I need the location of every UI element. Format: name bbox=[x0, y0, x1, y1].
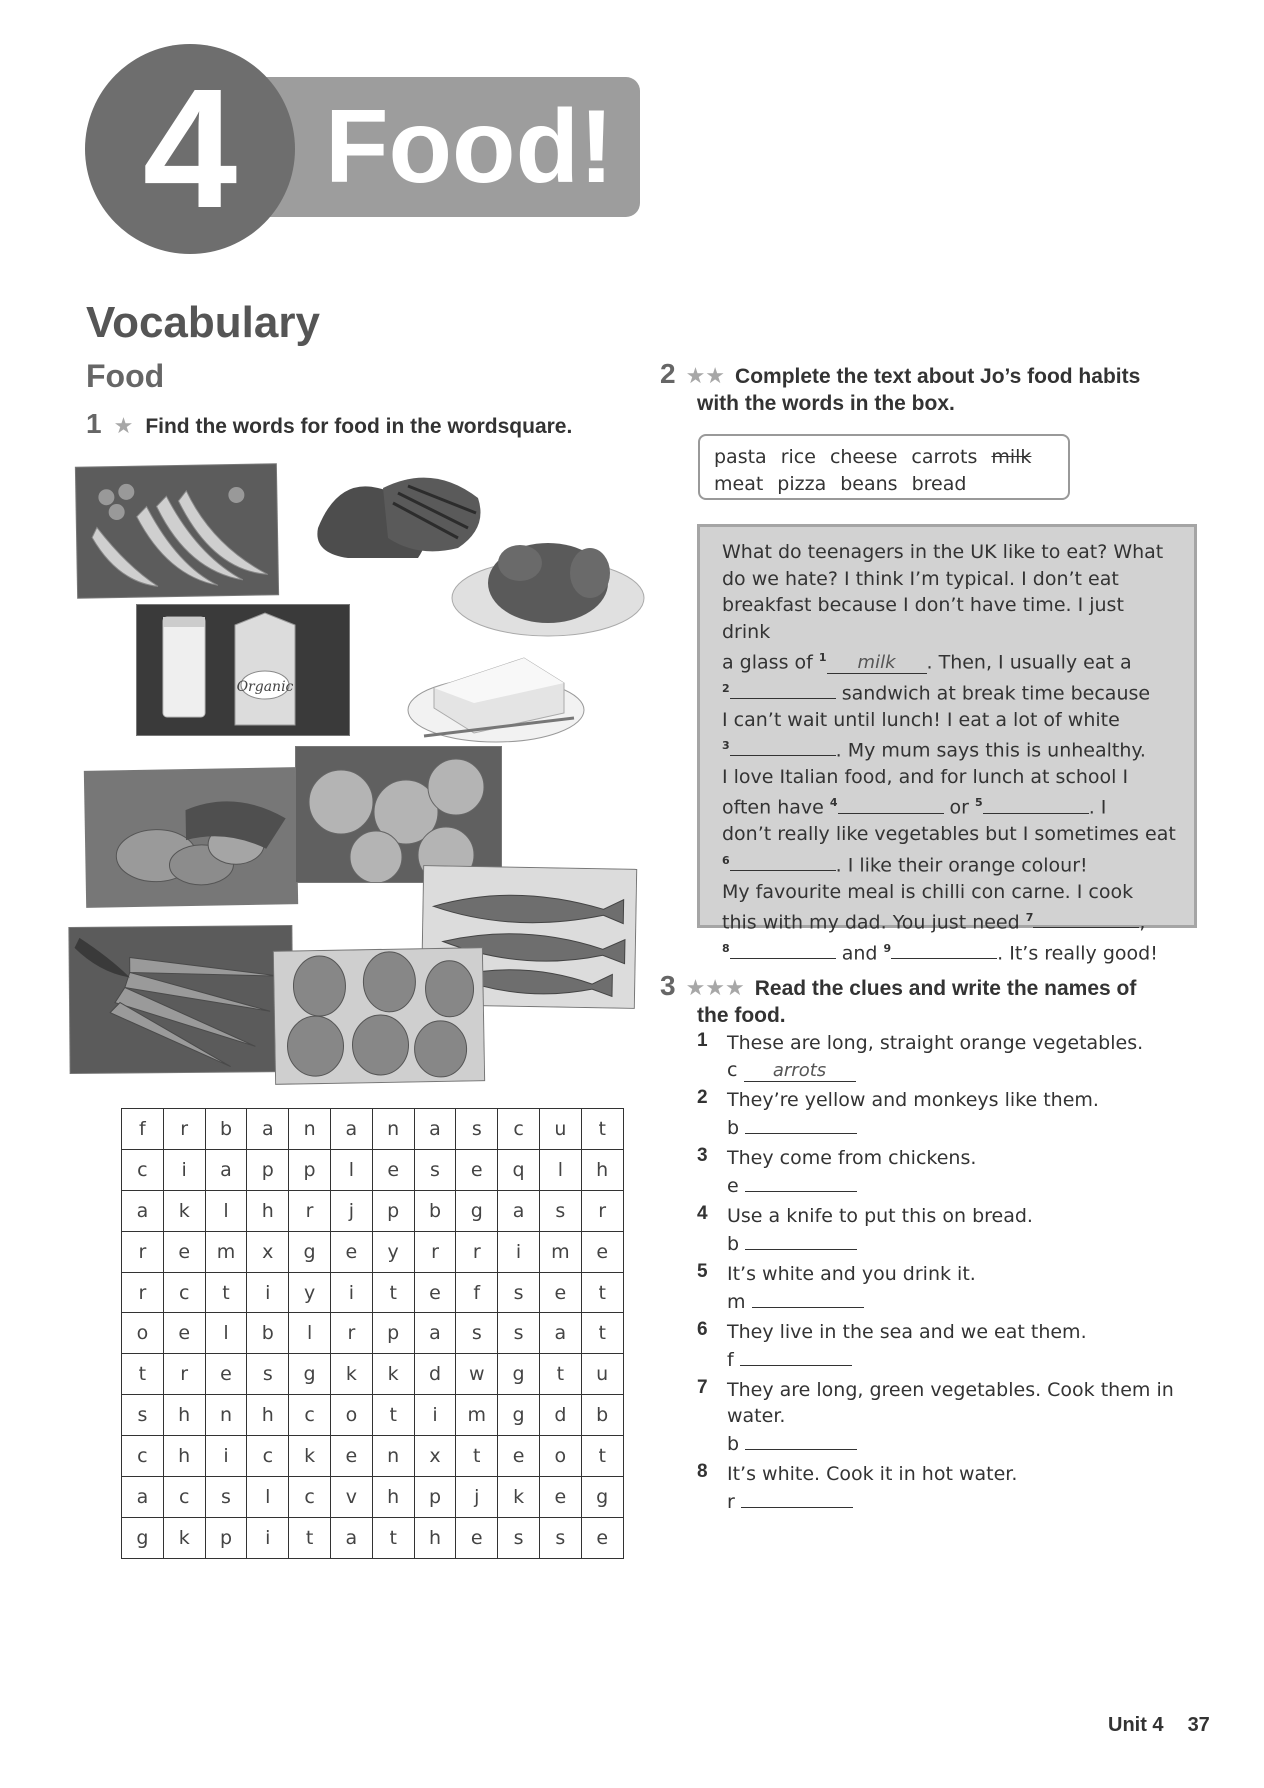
word-box-item: carrots bbox=[911, 446, 978, 468]
grid-cell[interactable]: g bbox=[581, 1477, 623, 1518]
grid-cell[interactable]: c bbox=[247, 1436, 289, 1477]
grid-cell[interactable]: t bbox=[539, 1354, 581, 1395]
grid-cell[interactable]: e bbox=[581, 1231, 623, 1272]
clue-answer-line bbox=[727, 1171, 1197, 1200]
star-icon: ★★★ bbox=[685, 976, 745, 1001]
grid-cell[interactable]: p bbox=[247, 1149, 289, 1190]
grid-cell[interactable]: s bbox=[414, 1149, 456, 1190]
clue-first-letter: b bbox=[727, 1433, 740, 1455]
grid-cell[interactable]: s bbox=[539, 1517, 581, 1558]
gap-2-blank[interactable] bbox=[730, 678, 836, 699]
clue-number: 3 bbox=[697, 1145, 708, 1166]
grid-cell[interactable]: g bbox=[498, 1395, 540, 1436]
grid-cell[interactable]: l bbox=[247, 1477, 289, 1518]
gap-number: 3 bbox=[722, 739, 730, 753]
grid-row bbox=[122, 1395, 624, 1436]
grid-cell[interactable]: v bbox=[330, 1477, 372, 1518]
word-box-item-used: milk bbox=[991, 446, 1032, 468]
grid-cell[interactable]: k bbox=[289, 1436, 331, 1477]
grid-cell[interactable]: c bbox=[122, 1436, 164, 1477]
grid-row bbox=[122, 1231, 624, 1272]
grid-cell[interactable]: n bbox=[372, 1109, 414, 1150]
text-line: don’t really like vegetables but I sometimes eat bbox=[722, 823, 1176, 846]
gap-7-blank[interactable] bbox=[1033, 907, 1139, 928]
grid-cell[interactable]: t bbox=[289, 1517, 331, 1558]
grid-cell[interactable]: e bbox=[414, 1272, 456, 1313]
text-line bbox=[722, 676, 1176, 707]
grid-cell[interactable]: d bbox=[539, 1395, 581, 1436]
grid-cell[interactable]: n bbox=[205, 1395, 247, 1436]
grid-cell[interactable]: f bbox=[456, 1272, 498, 1313]
wordsquare-grid bbox=[121, 1108, 624, 1559]
grid-cell[interactable]: r bbox=[414, 1231, 456, 1272]
grid-cell[interactable]: e bbox=[372, 1149, 414, 1190]
text-line bbox=[722, 936, 1176, 967]
grid-cell[interactable]: e bbox=[581, 1517, 623, 1558]
text-fragment: and bbox=[835, 942, 884, 965]
grid-cell[interactable]: t bbox=[372, 1395, 414, 1436]
clue-first-letter: m bbox=[727, 1291, 746, 1313]
grid-cell[interactable]: b bbox=[414, 1190, 456, 1231]
grid-cell[interactable]: c bbox=[122, 1149, 164, 1190]
grid-cell[interactable]: r bbox=[122, 1272, 164, 1313]
exercise-number: 1 bbox=[86, 408, 102, 439]
text-line: breakfast because I don’t have time. I just drink bbox=[722, 594, 1124, 643]
text-line bbox=[722, 733, 1176, 764]
clue-first-letter: f bbox=[727, 1349, 734, 1371]
gap-6-blank[interactable] bbox=[730, 850, 836, 871]
exercise-instruction: Find the words for food in the wordsquare. bbox=[145, 415, 573, 438]
text-line: My favourite meal is chilli con carne. I cook bbox=[722, 880, 1134, 903]
gap-number: 5 bbox=[975, 796, 983, 810]
grid-row bbox=[122, 1517, 624, 1558]
grid-cell[interactable]: m bbox=[205, 1231, 247, 1272]
exercise-instruction-cont: with the words in the box. bbox=[697, 392, 955, 415]
gap-fill-text bbox=[697, 524, 1197, 965]
grid-cell[interactable]: t bbox=[581, 1109, 623, 1150]
clue-number: 5 bbox=[697, 1261, 708, 1282]
grid-cell[interactable]: p bbox=[289, 1149, 331, 1190]
page-title: Food! bbox=[325, 89, 614, 205]
grid-cell[interactable]: h bbox=[414, 1517, 456, 1558]
word-box-item: beans bbox=[840, 473, 898, 495]
clue-text: They live in the sea and we eat them. bbox=[727, 1321, 1087, 1343]
grid-cell[interactable]: e bbox=[163, 1231, 205, 1272]
text-fragment: . Then, I usually eat a bbox=[926, 651, 1132, 674]
clue-answer-blank[interactable]: arrots bbox=[744, 1061, 856, 1082]
grid-row bbox=[122, 1354, 624, 1395]
grid-cell[interactable]: a bbox=[247, 1109, 289, 1150]
grid-cell[interactable]: e bbox=[330, 1436, 372, 1477]
grid-cell[interactable]: l bbox=[205, 1190, 247, 1231]
clue-answer-blank[interactable] bbox=[741, 1487, 853, 1508]
grid-cell[interactable]: o bbox=[122, 1313, 164, 1354]
grid-cell[interactable]: k bbox=[163, 1517, 205, 1558]
grid-cell[interactable]: p bbox=[372, 1313, 414, 1354]
grid-cell[interactable]: j bbox=[456, 1477, 498, 1518]
grid-cell[interactable]: r bbox=[330, 1313, 372, 1354]
clue-text: It’s white and you drink it. bbox=[727, 1263, 976, 1285]
grid-cell[interactable]: a bbox=[498, 1190, 540, 1231]
exercise-instruction: Read the clues and write the names of bbox=[754, 977, 1137, 1000]
grid-cell[interactable]: p bbox=[205, 1517, 247, 1558]
clue-answer-line bbox=[727, 1229, 1197, 1258]
grid-row bbox=[122, 1477, 624, 1518]
grid-cell[interactable]: h bbox=[581, 1149, 623, 1190]
clue-text: It’s white. Cook it in hot water. bbox=[727, 1463, 1018, 1485]
grid-cell[interactable]: i bbox=[330, 1272, 372, 1313]
grid-cell[interactable]: t bbox=[122, 1354, 164, 1395]
text-fragment: , bbox=[1139, 911, 1146, 934]
grid-cell[interactable]: i bbox=[498, 1231, 540, 1272]
page-number: 37 bbox=[1187, 1714, 1210, 1736]
clue-text: They are long, green vegetables. Cook them in water. bbox=[727, 1379, 1174, 1427]
clue-number: 2 bbox=[697, 1087, 708, 1108]
grid-cell[interactable]: t bbox=[372, 1272, 414, 1313]
grid-cell[interactable]: r bbox=[289, 1190, 331, 1231]
clue-number: 6 bbox=[697, 1319, 708, 1340]
grid-cell[interactable]: u bbox=[581, 1354, 623, 1395]
text-line bbox=[722, 848, 1176, 879]
star-icon: ★★ bbox=[685, 364, 726, 389]
grid-cell[interactable]: b bbox=[247, 1313, 289, 1354]
chicken-photo bbox=[450, 518, 646, 643]
gap-number: 6 bbox=[722, 853, 730, 867]
grid-cell[interactable]: a bbox=[205, 1149, 247, 1190]
grid-cell[interactable]: r bbox=[163, 1109, 205, 1150]
grid-cell[interactable]: a bbox=[539, 1313, 581, 1354]
text-fragment: . It’s really good! bbox=[997, 942, 1158, 965]
unit-number-badge bbox=[85, 44, 295, 254]
grid-cell[interactable]: g bbox=[456, 1190, 498, 1231]
gap-number: 8 bbox=[722, 941, 730, 955]
exercise-number: 2 bbox=[660, 358, 676, 389]
clue-answer-blank[interactable] bbox=[740, 1345, 852, 1366]
grid-cell[interactable]: b bbox=[205, 1109, 247, 1150]
clue-number: 4 bbox=[697, 1203, 708, 1224]
exercise-1-heading bbox=[86, 408, 572, 440]
grid-cell[interactable]: k bbox=[372, 1354, 414, 1395]
grid-cell[interactable]: t bbox=[456, 1436, 498, 1477]
text-fragment: a glass of bbox=[722, 651, 819, 674]
grid-cell[interactable]: x bbox=[414, 1436, 456, 1477]
text-fragment: sandwich at break time because bbox=[835, 682, 1151, 705]
grid-row bbox=[122, 1149, 624, 1190]
section-title: Vocabulary bbox=[86, 298, 320, 347]
grid-cell[interactable]: l bbox=[330, 1149, 372, 1190]
clue-answer-blank[interactable] bbox=[745, 1171, 857, 1192]
word-box-row bbox=[714, 444, 1054, 471]
clue-answer-blank[interactable] bbox=[752, 1287, 864, 1308]
grid-cell[interactable]: s bbox=[456, 1313, 498, 1354]
grid-row bbox=[122, 1109, 624, 1150]
grid-cell[interactable]: t bbox=[372, 1517, 414, 1558]
gap-number: 1 bbox=[818, 651, 827, 664]
grid-cell[interactable]: u bbox=[539, 1109, 581, 1150]
grid-cell[interactable]: t bbox=[581, 1272, 623, 1313]
grid-cell[interactable]: e bbox=[539, 1272, 581, 1313]
butter-photo bbox=[404, 648, 588, 746]
grid-cell[interactable]: i bbox=[414, 1395, 456, 1436]
clue-number: 8 bbox=[697, 1461, 708, 1482]
grid-cell[interactable]: y bbox=[372, 1231, 414, 1272]
grid-cell[interactable]: s bbox=[456, 1109, 498, 1150]
text-fragment: or bbox=[943, 796, 976, 819]
grid-cell[interactable]: s bbox=[247, 1354, 289, 1395]
grid-cell[interactable]: g bbox=[289, 1231, 331, 1272]
apples-photo bbox=[296, 747, 501, 882]
grid-cell[interactable]: s bbox=[539, 1190, 581, 1231]
clue-item bbox=[697, 1203, 1197, 1258]
clue-text: These are long, straight orange vegetables. bbox=[727, 1032, 1144, 1054]
clue-answer-line bbox=[727, 1429, 1197, 1458]
clue-item bbox=[697, 1145, 1197, 1200]
grid-cell[interactable]: i bbox=[247, 1272, 289, 1313]
grid-cell[interactable]: h bbox=[163, 1436, 205, 1477]
gap-number: 7 bbox=[1025, 911, 1034, 925]
grid-cell[interactable]: b bbox=[581, 1395, 623, 1436]
grid-cell[interactable]: l bbox=[539, 1149, 581, 1190]
clue-answer-blank[interactable] bbox=[745, 1229, 857, 1250]
word-box-row bbox=[714, 471, 1054, 498]
grid-cell[interactable]: r bbox=[122, 1231, 164, 1272]
grid-cell[interactable]: i bbox=[205, 1436, 247, 1477]
clue-answer-line bbox=[727, 1113, 1197, 1142]
clue-item bbox=[697, 1319, 1197, 1374]
exercise-3-heading bbox=[660, 970, 1220, 1028]
clue-text: Use a knife to put this on bread. bbox=[727, 1205, 1033, 1227]
grid-cell[interactable]: o bbox=[539, 1436, 581, 1477]
grid-cell[interactable]: r bbox=[163, 1354, 205, 1395]
grid-cell[interactable]: q bbox=[498, 1149, 540, 1190]
grid-row bbox=[122, 1436, 624, 1477]
gap-number: 4 bbox=[829, 796, 838, 810]
section-subtitle: Food bbox=[86, 358, 165, 394]
grid-cell[interactable]: a bbox=[122, 1477, 164, 1518]
grid-cell[interactable]: x bbox=[247, 1231, 289, 1272]
text-fragment: . I bbox=[1088, 796, 1107, 819]
carrots-photo bbox=[69, 926, 292, 1073]
clue-item bbox=[697, 1087, 1197, 1142]
grid-cell[interactable]: a bbox=[122, 1190, 164, 1231]
grid-cell[interactable]: s bbox=[498, 1517, 540, 1558]
grid-cell[interactable]: f bbox=[122, 1109, 164, 1150]
grid-cell[interactable]: h bbox=[247, 1395, 289, 1436]
grid-cell[interactable]: h bbox=[372, 1477, 414, 1518]
bread-photo bbox=[85, 768, 297, 907]
clue-item bbox=[697, 1377, 1197, 1458]
grid-cell[interactable]: t bbox=[581, 1436, 623, 1477]
clue-first-letter: c bbox=[727, 1059, 738, 1081]
grid-cell[interactable]: k bbox=[163, 1190, 205, 1231]
page-footer bbox=[1108, 1714, 1210, 1737]
gap-number: 2 bbox=[722, 681, 730, 695]
gap-4-blank[interactable] bbox=[838, 793, 944, 814]
clue-answer-line bbox=[727, 1487, 1197, 1516]
text-fragment: . I like their orange colour! bbox=[835, 854, 1088, 877]
grid-cell[interactable]: m bbox=[539, 1231, 581, 1272]
grid-cell[interactable]: r bbox=[456, 1231, 498, 1272]
clue-first-letter: e bbox=[727, 1175, 739, 1197]
clue-list bbox=[697, 1030, 1197, 1519]
grid-cell[interactable]: c bbox=[163, 1272, 205, 1313]
grid-cell[interactable]: l bbox=[205, 1313, 247, 1354]
grid-row bbox=[122, 1272, 624, 1313]
grid-cell[interactable]: j bbox=[330, 1190, 372, 1231]
grid-cell[interactable]: k bbox=[330, 1354, 372, 1395]
text-line: do we hate? I think I’m typical. I don’t eat bbox=[722, 567, 1119, 590]
clue-answer-blank[interactable] bbox=[745, 1113, 857, 1134]
grid-cell[interactable]: c bbox=[289, 1477, 331, 1518]
gap-8-blank[interactable] bbox=[730, 938, 836, 959]
grid-cell[interactable]: h bbox=[247, 1190, 289, 1231]
text-line: What do teenagers in the UK like to eat? What bbox=[722, 541, 1164, 563]
grid-cell[interactable]: p bbox=[372, 1190, 414, 1231]
grid-cell[interactable]: w bbox=[456, 1354, 498, 1395]
clue-item bbox=[697, 1461, 1197, 1516]
text-line bbox=[722, 905, 1176, 936]
text-line: I love Italian food, and for lunch at school I bbox=[722, 765, 1129, 788]
grid-cell[interactable]: s bbox=[498, 1313, 540, 1354]
gap-3-blank[interactable] bbox=[730, 735, 836, 756]
word-box-item: rice bbox=[780, 446, 816, 468]
word-box-item: pasta bbox=[714, 446, 767, 468]
grid-cell[interactable]: m bbox=[456, 1395, 498, 1436]
exercise-instruction-cont: the food. bbox=[697, 1004, 786, 1027]
grid-cell[interactable]: t bbox=[581, 1313, 623, 1354]
grid-cell[interactable]: n bbox=[372, 1436, 414, 1477]
bananas-photo bbox=[76, 464, 278, 597]
grid-cell[interactable]: y bbox=[289, 1272, 331, 1313]
unit-label: Unit 4 bbox=[1108, 1714, 1164, 1736]
unit-number: 4 bbox=[142, 54, 238, 244]
grid-cell[interactable]: a bbox=[330, 1517, 372, 1558]
grid-cell[interactable]: g bbox=[122, 1517, 164, 1558]
clue-text: They’re yellow and monkeys like them. bbox=[727, 1089, 1099, 1111]
star-icon: ★ bbox=[113, 414, 134, 439]
grid-cell[interactable]: i bbox=[163, 1149, 205, 1190]
text-line: I can’t wait until lunch! I eat a lot of white bbox=[722, 708, 1120, 731]
text-fragment: this with my dad. You just need bbox=[722, 911, 1026, 934]
grid-cell[interactable]: e bbox=[456, 1517, 498, 1558]
grid-cell[interactable]: a bbox=[414, 1109, 456, 1150]
grid-cell[interactable]: t bbox=[205, 1272, 247, 1313]
clue-answer-blank[interactable] bbox=[745, 1429, 857, 1450]
grid-cell[interactable]: n bbox=[289, 1109, 331, 1150]
grid-cell[interactable]: d bbox=[414, 1354, 456, 1395]
grid-cell[interactable]: i bbox=[247, 1517, 289, 1558]
grid-cell[interactable]: g bbox=[289, 1354, 331, 1395]
grid-cell[interactable]: k bbox=[498, 1477, 540, 1518]
grid-cell[interactable]: p bbox=[414, 1477, 456, 1518]
grid-cell[interactable]: s bbox=[205, 1477, 247, 1518]
clue-item bbox=[697, 1261, 1197, 1316]
gap-9-blank[interactable] bbox=[891, 938, 997, 959]
exercise-number: 3 bbox=[660, 970, 676, 1001]
grid-cell[interactable]: g bbox=[498, 1354, 540, 1395]
gap-5-blank[interactable] bbox=[983, 793, 1089, 814]
grid-cell[interactable]: e bbox=[330, 1231, 372, 1272]
clue-answer-line bbox=[727, 1056, 1197, 1084]
grid-cell[interactable]: s bbox=[122, 1395, 164, 1436]
eggs-photo bbox=[274, 948, 484, 1084]
text-fragment: . My mum says this is unhealthy. bbox=[835, 739, 1146, 762]
grid-cell[interactable]: a bbox=[414, 1313, 456, 1354]
clue-answer-line bbox=[727, 1345, 1197, 1374]
exercise-2-heading bbox=[660, 358, 1220, 416]
clue-first-letter: b bbox=[727, 1233, 740, 1255]
word-box bbox=[698, 434, 1070, 500]
grid-cell[interactable]: r bbox=[581, 1190, 623, 1231]
grid-cell[interactable]: e bbox=[456, 1149, 498, 1190]
grid-cell[interactable]: c bbox=[289, 1395, 331, 1436]
grid-cell[interactable]: e bbox=[205, 1354, 247, 1395]
clue-answer-line bbox=[727, 1287, 1197, 1316]
text-line bbox=[722, 645, 1176, 676]
exercise-instruction: Complete the text about Jo’s food habits bbox=[735, 365, 1141, 388]
text-fragment: often have bbox=[722, 796, 830, 819]
grid-cell[interactable]: s bbox=[498, 1272, 540, 1313]
clue-number: 7 bbox=[697, 1377, 708, 1398]
word-box-item: cheese bbox=[829, 446, 898, 468]
grid-row bbox=[122, 1190, 624, 1231]
clue-first-letter: r bbox=[727, 1491, 735, 1513]
grid-cell[interactable]: c bbox=[163, 1477, 205, 1518]
gap-1-answer[interactable]: milk bbox=[827, 653, 927, 674]
clue-first-letter: b bbox=[727, 1117, 740, 1139]
svg-text:Organic: Organic bbox=[236, 679, 294, 695]
clue-number: 1 bbox=[697, 1030, 708, 1051]
grid-cell[interactable]: c bbox=[498, 1109, 540, 1150]
grid-cell[interactable]: e bbox=[539, 1477, 581, 1518]
clue-text: They come from chickens. bbox=[727, 1147, 977, 1169]
gap-number: 9 bbox=[883, 941, 892, 955]
grid-row bbox=[122, 1313, 624, 1354]
word-box-item: bread bbox=[911, 473, 967, 495]
grid-cell[interactable]: l bbox=[289, 1313, 331, 1354]
clue-item bbox=[697, 1030, 1197, 1084]
text-line bbox=[722, 790, 1176, 821]
word-box-item: meat bbox=[714, 473, 764, 495]
grid-cell[interactable]: h bbox=[163, 1395, 205, 1436]
grid-cell[interactable]: o bbox=[330, 1395, 372, 1436]
grid-cell[interactable]: e bbox=[163, 1313, 205, 1354]
word-box-item: pizza bbox=[777, 473, 827, 495]
grid-cell[interactable]: e bbox=[498, 1436, 540, 1477]
grid-cell[interactable]: a bbox=[330, 1109, 372, 1150]
milk-photo bbox=[137, 605, 349, 735]
